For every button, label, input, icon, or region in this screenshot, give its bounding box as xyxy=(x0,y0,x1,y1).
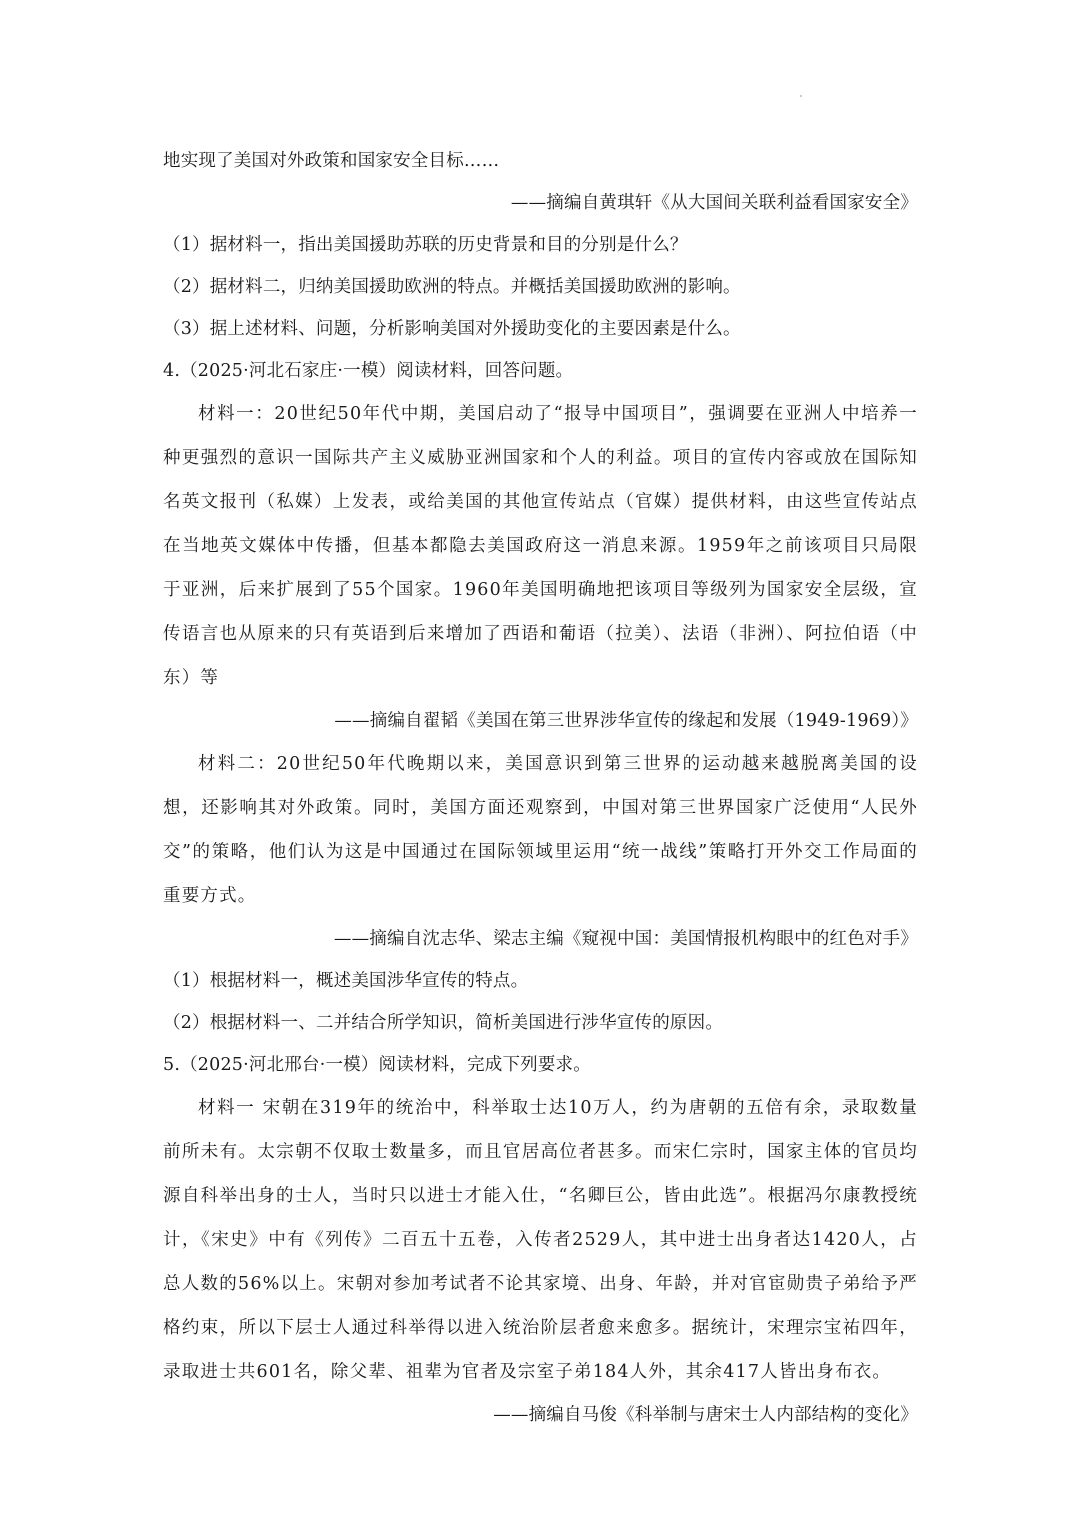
q4-sub-question-1: （1）根据材料一，概述美国涉华宣传的特点。 xyxy=(163,971,529,991)
document-page xyxy=(163,140,918,1436)
q3-sub-question-2: （2）据材料二，归纳美国援助欧洲的特点。并概括美国援助欧洲的影响。 xyxy=(163,277,741,297)
q4-header: 4.（2025·河北石家庄·一模）阅读材料，回答问题。 xyxy=(163,361,574,381)
q3-sub-question-3: （3）据上述材料、问题，分析影响美国对外援助变化的主要因素是什么。 xyxy=(163,319,741,339)
q5-source-1: ——摘编自马俊《科举制与唐宋士人内部结构的变化》 xyxy=(493,1405,918,1425)
scan-speck xyxy=(800,95,802,97)
q3-sub-question-1: （1）据材料一，指出美国援助苏联的历史背景和目的分别是什么？ xyxy=(163,235,688,255)
q5-material-1: 材料一 宋朝在319年的统治中，科举取士达10万人，约为唐朝的五倍有余，录取数量前所未有。太宗朝不仅取士数量多，而且官居高位者甚多。而宋仁宗时，国家主体的官员均源自科举出身的士人，当时只以进士才能入仕，“名卿巨公，皆由此选”。根据冯尔康教授统计，《宋史》中有《列传》二百五十五卷，入传者2529人，其中进士出身者达1420人，占总人数的56%以上。宋朝对参加考试者不论其家境、出身、年龄，并对官宦勋贵子弟给予严格约束，所以下层士人通过科举得以进入统治阶层者愈来愈多。据统计，宋理宗宝祐四年，录取进士共601名，除父辈、祖辈为官者及宗室子弟184人外，其余417人皆出身布衣。 xyxy=(163,1098,918,1382)
q4-source-1: ——摘编自翟韬《美国在第三世界涉华宣传的缘起和发展（1949-1969）》 xyxy=(334,711,918,731)
carryover-source: ——摘编自黄琪轩《从大国间关联利益看国家安全》 xyxy=(510,193,918,213)
carryover-text: 地实现了美国对外政策和国家安全目标…… xyxy=(163,151,500,171)
q4-material-1: 材料一：20世纪50年代中期，美国启动了“报导中国项目”，强调要在亚洲人中培养一种更强烈的意识一国际共产主义威胁亚洲国家和个人的利益。项目的宣传内容或放在国际知名英文报刊（私媒）上发表，或给美国的其他宣传站点（官媒）提供材料，由这些宣传站点在当地英文媒体中传播，但基本都隐去美国政府这一消息来源。1959年之前该项目只局限于亚洲，后来扩展到了55个国家。1960年美国明确地把该项目等级列为国家安全层级，宣传语言也从原来的只有英语到后来增加了西语和葡语（拉美）、法语（非洲）、阿拉伯语（中东）等 xyxy=(163,404,918,688)
q4-sub-question-2: （2）根据材料一、二并结合所学知识，简析美国进行涉华宣传的原因。 xyxy=(163,1013,724,1033)
q4-material-2: 材料二：20世纪50年代晚期以来，美国意识到第三世界的运动越来越脱离美国的设想，还影响其对外政策。同时，美国方面还观察到，中国对第三世界国家广泛使用“人民外交”的策略，他们认为这是中国通过在国际领域里运用“统一战线”策略打开外交工作局面的重要方式。 xyxy=(163,754,918,906)
q5-header: 5.（2025·河北邢台·一模）阅读材料，完成下列要求。 xyxy=(163,1055,591,1075)
q4-source-2: ——摘编自沈志华、梁志主编《窥视中国：美国情报机构眼中的红色对手》 xyxy=(333,929,918,949)
